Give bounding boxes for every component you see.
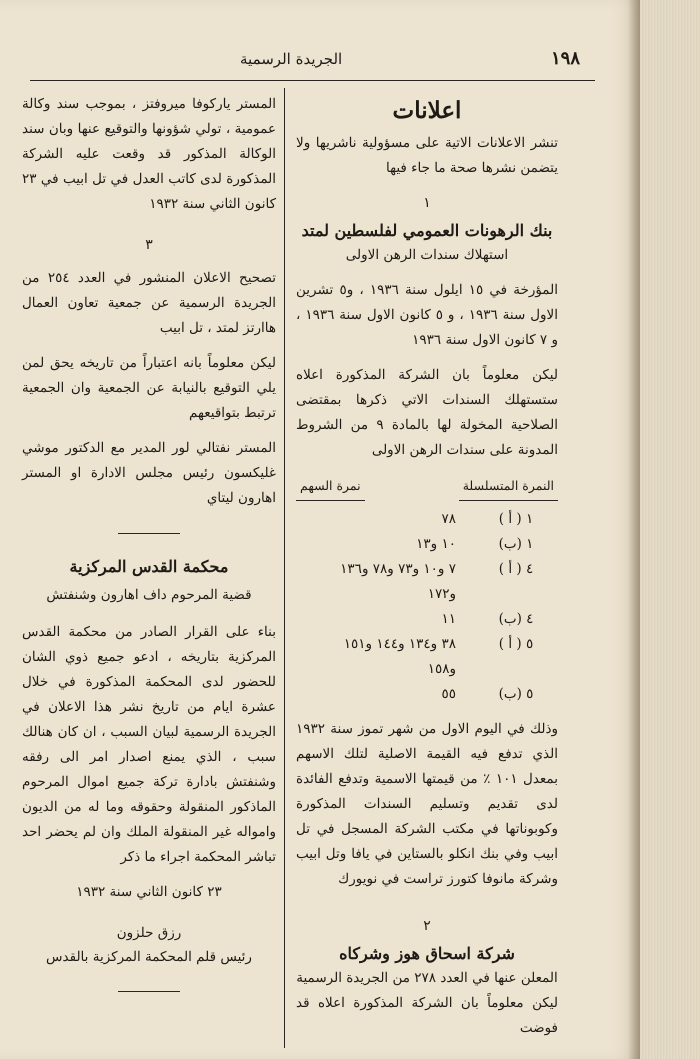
- ad-dates: المؤرخة في ١٥ ايلول سنة ١٩٣٦ ، و٥ تشرين الاول سنة ١٩٣٦ ، و ٥ كانون الاول سنة ١٩٣٦ ، و ٧ كانون الاول سنة ١٩٣٦: [296, 282, 558, 348]
- table-row: ٤ (ب) ١١: [441, 611, 534, 627]
- section-separator: [118, 533, 180, 534]
- ad-closing: وذلك في اليوم الاول من شهر تموز سنة ١٩٣٢ الذي تدفع فيه القيمة الاصلية لتلك الاسهم بمعدل ١٠١ ٪ من قيمتها الاسمية وتدفع الفائدة لدى تقديم وتسليم السندات المذكورة وكوبوناتها في مكتب الشركة المسجل في تل ابيب وفي بنك انكلو بالستاين في يافا وتل ابيب وشركة مانوفا كتورز تراست في نويورك: [296, 721, 558, 887]
- table-row: و١٧٢: [427, 586, 456, 602]
- page-number: ١٩٨: [550, 48, 580, 69]
- court-notice-body: بناء على القرار الصادر من محكمة القدس المركزية بتاريخه ، ادعو جميع ذوي الشان للحضور لدى المحكمة المذكورة في خلال عشرة ايام من تاريخ نشر هذا الاعلان في الجريدة الرسمية لبيان السبب ، ان كان هنالك سبب ، الذي يمنع اصدار امر الى رفقه وشنفتش بادارة تركة جميع اموال المرحوم الماذكور المنقولة وحقوقه وما له من الديون وامواله غير المنقولة الملك وان لم يحضر احد تباشر المحكمة اجراء ما ذكر: [22, 624, 276, 865]
- table-row: و١٥٨: [427, 661, 456, 677]
- court-case-title: قضية المرحوم داف اهارون وشنفتش: [46, 587, 252, 603]
- shares-table: [296, 507, 558, 707]
- signatories-notice: ليكن معلوماً بانه اعتباراً من تاريخه يحق لمن يلي التوقيع بالنيابة عن الجمعية وان الجمعية ترتبط بتواقيعهم: [22, 355, 276, 421]
- signatories-list: المستر نفتالي لور المدير مع الدكتور موشي غليكسون رئيس مجلس الادارة او المستر اهارون ليتاي: [22, 440, 276, 506]
- continued-text: المستر ياركوفا ميروفتز ، بموجب سند وكالة عمومية ، تولي شؤونها والتوقيع عنها وبان سند الوكالة المذكور قد وقعت عليه الشركة المذكورة لدى كاتب العدل في تل ابيب في ٢٣ كانون الثاني سنة ١٩٣٢: [22, 96, 276, 212]
- left-column: [22, 92, 276, 1012]
- ad-company-name: شركة اسحاق هوز وشركاه: [339, 944, 515, 963]
- ad-subtitle: استهلاك سندات الرهن الاولى: [345, 247, 509, 263]
- table-row: ١ (ب) ١٠ و١٣: [416, 536, 534, 552]
- shares-header: نمرة السهم: [296, 473, 365, 501]
- correction-notice: تصحيح الاعلان المنشور في العدد ٢٥٤ من الجريدة الرسمية عن جمعية تعاون العمال هاارتز لمتد ، تل ابيب: [22, 270, 276, 336]
- right-column: [296, 92, 558, 1041]
- column-divider: [284, 88, 285, 1048]
- signer-title: رئيس قلم المحكمة المركزية بالقدس: [46, 949, 252, 965]
- table-row: ٤ ( أ ) ٧ و١٠ و٧٣ و٧٨ و١٣٦: [340, 561, 534, 577]
- table-row: ٥ (ب) ٥٥: [441, 686, 534, 702]
- table-row: ٥ ( أ ) ٣٨ و١٣٤ و١٤٤ و١٥١: [343, 636, 534, 652]
- table-row: ١ ( أ ) ٧٨: [441, 511, 534, 527]
- section-heading: اعلانات: [392, 97, 462, 124]
- shares-table-header: [296, 473, 558, 501]
- book-page-edges: [640, 0, 700, 1059]
- court-title: محكمة القدس المركزية: [69, 557, 229, 576]
- court-notice-date: ٢٣ كانون الثاني سنة ١٩٣٢: [76, 884, 222, 900]
- header-rule: [30, 80, 595, 81]
- publication-title: الجريدة الرسمية: [240, 50, 343, 68]
- series-header: النمرة المتسلسلة: [459, 473, 558, 501]
- ad-number: ٢: [423, 918, 431, 934]
- ad-reference: المعلن عنها في العدد ٢٧٨ من الجريدة الرسمية: [296, 970, 558, 986]
- signer-name: رزق حلزون: [116, 925, 182, 941]
- ad-body: ليكن معلوماً بان الشركة المذكورة اعلاه قد فوضت: [296, 995, 558, 1036]
- section-separator: [118, 991, 180, 992]
- intro-text: تنشر الاعلانات الاتية على مسؤولية ناشريها ولا يتضمن نشرها صحة ما جاء فيها: [296, 135, 558, 176]
- page-header: [30, 48, 590, 80]
- ad-body: ليكن معلوماً بان الشركة المذكورة اعلاه ستستهلك السندات الاتي ذكرها بمقتضى الصلاحية المخولة لها بالمادة ٩ من الشروط المدونة على سندات الرهن الاولى: [296, 367, 559, 458]
- ad-number: ١: [423, 195, 431, 211]
- ad-number: ٣: [145, 237, 153, 253]
- ad-company-name: بنك الرهونات العمومي لفلسطين لمتد: [301, 221, 553, 240]
